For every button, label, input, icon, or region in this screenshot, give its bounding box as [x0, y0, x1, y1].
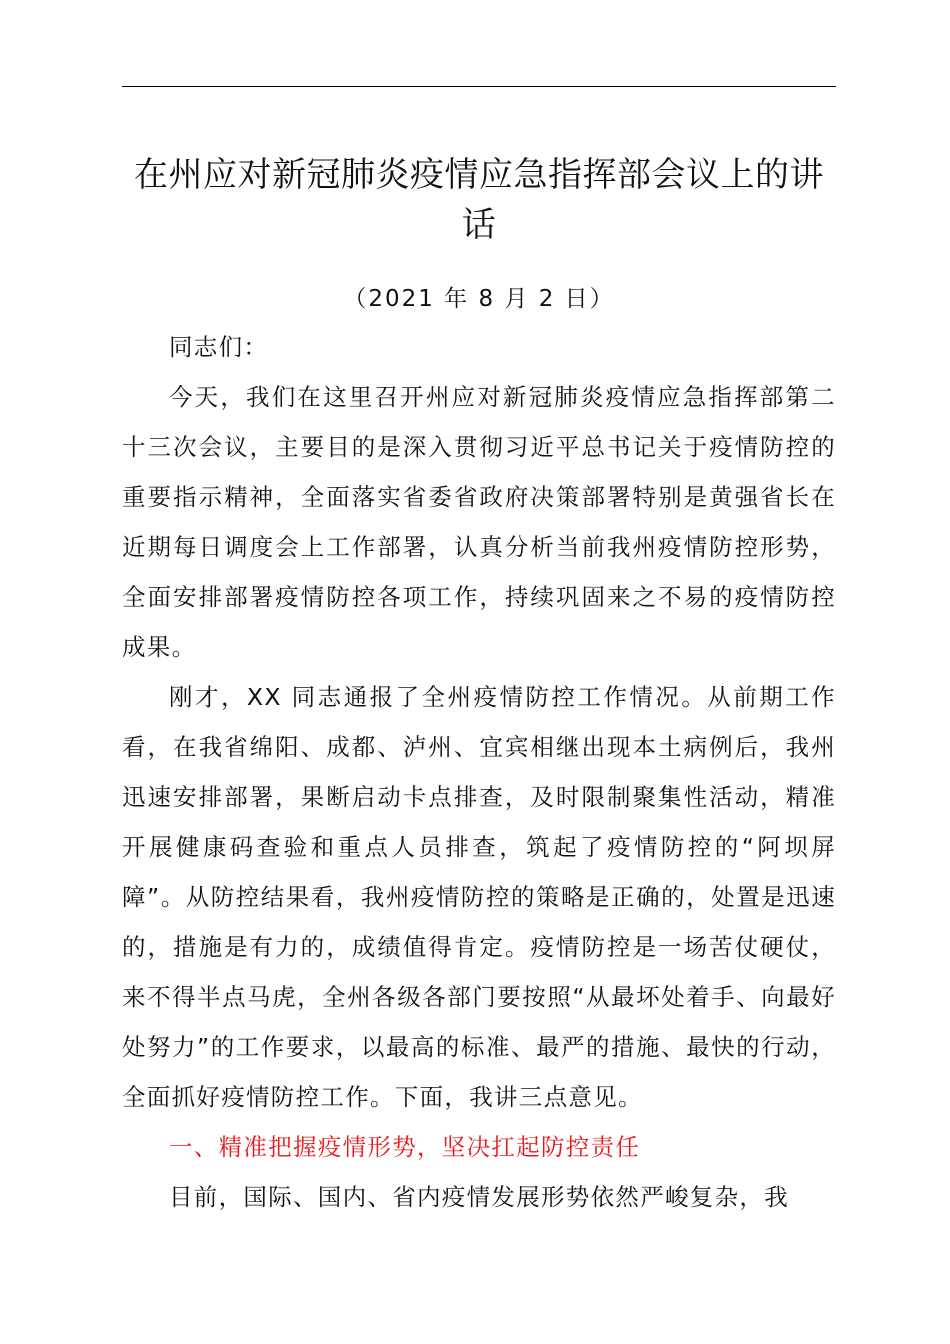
section-heading: 一、精准把握疫情形势，坚决扛起防控责任: [169, 1133, 641, 1161]
paragraph-situation: 目前，国际、国内、省内疫情发展形势依然严峻复杂，我: [169, 1183, 789, 1211]
header-rule: [122, 86, 836, 87]
salutation: 同志们：: [169, 333, 269, 361]
document-date: （2021 年 8 月 2 日）: [343, 286, 615, 312]
paragraph-report: 刚才，XX 同志通报了全州疫情防控工作情况。从前期工作看，在我省绵阳、成都、泸州、宜宾相继出现本土病例后，我州迅速安排部署，果断启动卡点排查，及时限制聚集性活动，精准开展健康码查验和重点人员排查，筑起了疫情防控的“阿坝屏障”。从防控结果看，我州疫情防控的策略是正确的，处置是迅速的，措施是有力的，成绩值得肯定。疫情防控是一场苦仗硬仗，来不得半点马虎，全州各级各部门要按照“从最坏处着手、向最好处努力”的工作要求，以最高的标准、最严的措施、最快的行动，全面抓好疫情防控工作。下面，我讲三点意见。: [122, 683, 836, 1111]
document-title: 在州应对新冠肺炎疫情应急指挥部会议上的讲话: [134, 155, 824, 245]
paragraph-intro: 今天，我们在这里召开州应对新冠肺炎疫情应急指挥部第二十三次会议，主要目的是深入贯彻习近平总书记关于疫情防控的重要指示精神，全面落实省委省政府决策部署特别是黄强省长在近期每日调度会上工作部署，认真分析当前我州疫情防控形势，全面安排部署疫情防控各项工作，持续巩固来之不易的疫情防控成果。: [122, 383, 836, 661]
document-body: [122, 322, 836, 1222]
